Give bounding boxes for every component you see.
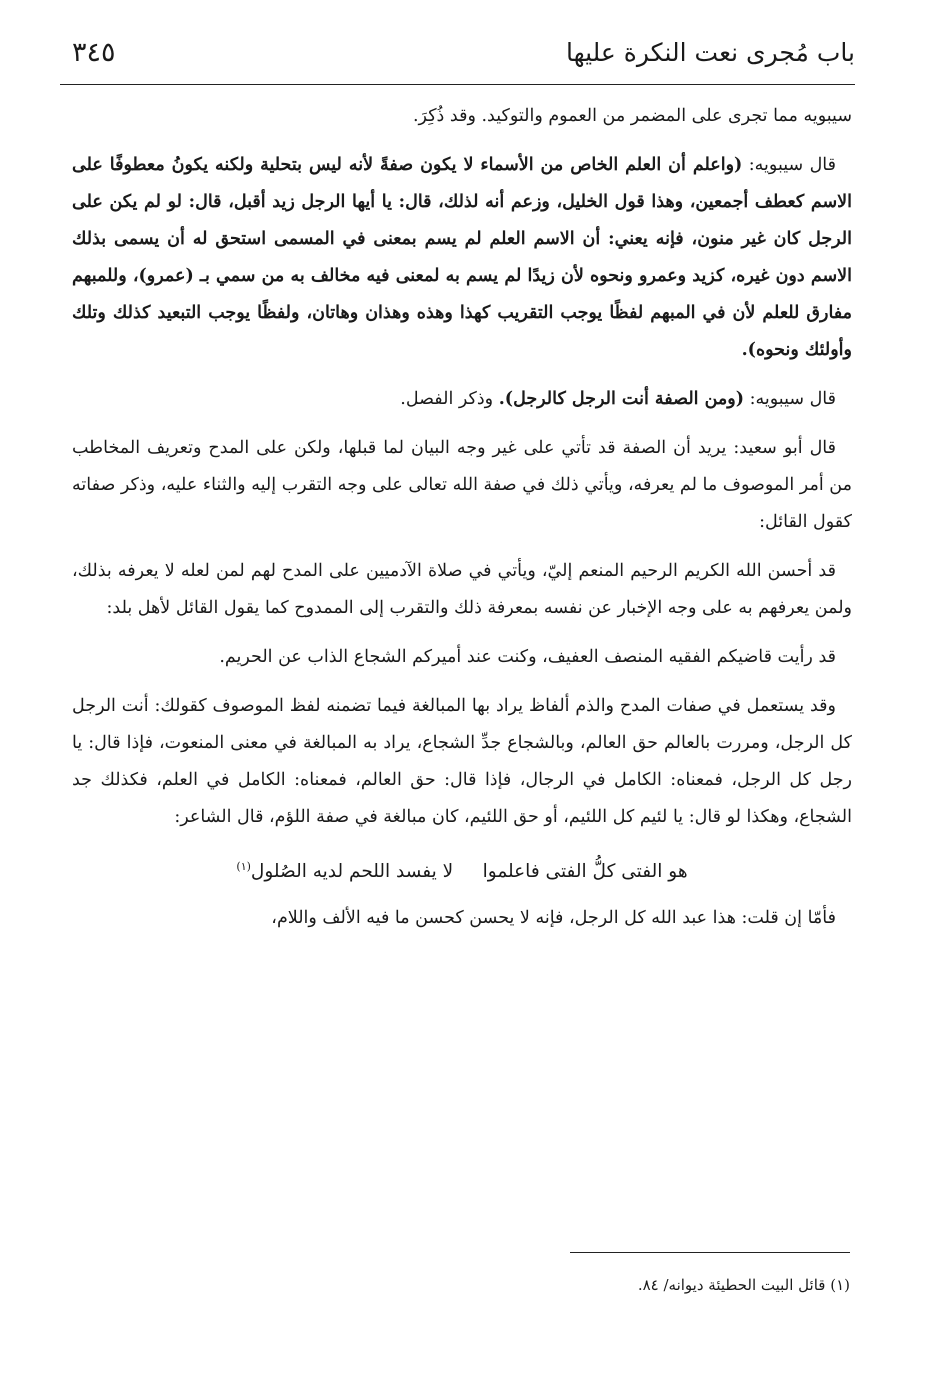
paragraph-3-lead: قال سيبويه:	[744, 389, 836, 409]
paragraph-8: فأمّا إن قلت: هذا عبد الله كل الرجل، فإنه لا يحسن كحسن ما فيه الألف واللام،	[271, 908, 836, 929]
page-header	[60, 30, 855, 74]
verse-hemistich-1: هو الفتى كلُّ الفتى فاعلموا	[482, 861, 688, 883]
page-number: ٣٤٥	[72, 36, 116, 68]
verse-line	[72, 848, 852, 890]
paragraph-2-lead: قال سيبويه:	[742, 155, 837, 175]
verse-hemistich-2: لا يفسد اللحم لديه الصُلول	[250, 861, 454, 883]
paragraph-3-quote: (ومن الصفة أنت الرجل كالرجل).	[498, 389, 745, 409]
header-rule	[60, 84, 855, 85]
paragraph-7: وقد يستعمل في صفات المدح والذم ألفاظ يراد بها المبالغة فيما تضمنه لفظ الموصوف كقولك: أنت الرجل كل الرجل، ومررت بالعالم حق العالم، وبالشجاع جدِّ الشجاع، يراد به المبالغة في معنى المنعوت، فإذا قال: يا رجل كل الرجل، فمعناه: الكامل في الرجال، فإذا قال: حق العالم، فمعناه: الكامل في العلم، فكذلك جد الشجاع، وهكذا لو قال: يا لئيم كل اللئيم، أو حق اللئيم، كان مبالغة في صفة اللؤم، قال الشاعر:	[72, 696, 852, 827]
paragraph-5: قد أحسن الله الكريم الرحيم المنعم إليّ، ويأتي في صلاة الآدميين على المدح لهم لمن لعله لا يعرفه بذلك، ولمن يعرفهم به على وجه الإخبار عن نفسه بمعرفة ذلك والتقرب إلى الممدوح كما يقول القائل لأهل بلد:	[72, 561, 852, 618]
footnote: (١) قائل البيت الحطيئة ديوانه/ ٨٤.	[637, 1276, 850, 1294]
footnote-marker: (١)	[236, 860, 251, 873]
body-text	[72, 98, 852, 949]
paragraph-3-tail: وذكر الفصل.	[400, 389, 499, 409]
paragraph-4: قال أبو سعيد: يريد أن الصفة قد تأتي على غير وجه البيان لما قبلها، ولكن على المدح وتعريف المخاطب من أمر الموصوف ما لم يعرفه، ويأتي ذلك في صفة الله تعالى على وجه التقرب إليه والثناء عليه، وذكر صفاته كقول القائل:	[72, 438, 852, 532]
paragraph-2-quote: (واعلم أن العلم الخاص من الأسماء لا يكون صفةً لأنه ليس بتحلية ولكنه يكونُ معطوفًا على الاسم كعطف أجمعين، وهذا قول الخليل، وزعم أنه لذلك، قال: يا أيها الرجل زيد أقبل، قال: لو لم يكن على الرجل كان غير منون، فإنه يعني: أن الاسم العلم لم يسم بمعنى في المسمى استحق له أن يسمى بذلك الاسم دون غيره، كزيد وعمرو ونحوه لأن زيدًا لم يسم به لمعنى فيه مخالف به من سمي بـ (عمرو)، وللمبهم مفارق للعلم لأن في المبهم لفظًا يوجب التقريب كهذا وهذه وهذان وهاتان، ولفظًا يوجب التبعيد كذلك وتلك وأولئك ونحوه).	[72, 155, 852, 360]
paragraph-1: سيبويه مما تجرى على المضمر من العموم والتوكيد. وقد ذُكِرَ.	[412, 106, 852, 126]
paragraph-2	[72, 147, 852, 369]
paragraph-3	[72, 381, 852, 418]
footnote-rule	[570, 1252, 850, 1253]
paragraph-6: قد رأيت قاضيكم الفقيه المنصف العفيف، وكنت عند أميركم الشجاع الذاب عن الحريم.	[219, 647, 836, 667]
running-title: باب مُجرى نعت النكرة عليها	[565, 37, 855, 67]
